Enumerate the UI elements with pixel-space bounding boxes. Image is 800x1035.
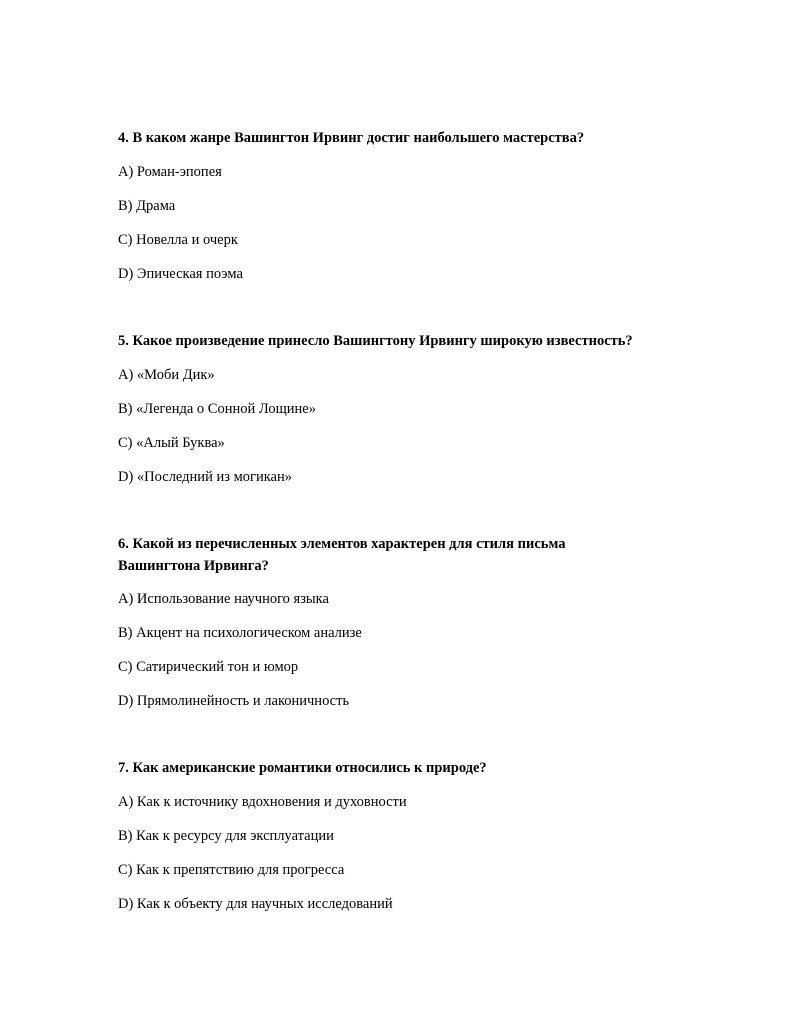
question-7 [118, 757, 718, 912]
question-4 [118, 127, 718, 282]
option-b: B) Драма [118, 198, 176, 214]
option-b: B) Как к ресурсу для эксплуатации [118, 828, 334, 844]
option-c: C) Как к препятствию для прогресса [118, 862, 345, 878]
option-c: C) Сатирический тон и юмор [118, 659, 299, 675]
option-d: D) Прямолинейность и лаконичность [118, 693, 350, 709]
option-b: B) «Легенда о Сонной Лощине» [118, 401, 316, 417]
question-text: 5. Какое произведение принесло Вашингтону Ирвингу широкую известность? [118, 333, 633, 349]
option-b: B) Акцент на психологическом анализе [118, 625, 362, 641]
option-a: A) Роман-эпопея [118, 164, 222, 180]
option-d: D) Как к объекту для научных исследований [118, 896, 393, 912]
option-a: A) Использование научного языка [118, 591, 329, 607]
question-text: 4. В каком жанре Вашингтон Ирвинг достиг наибольшего мастерства? [118, 130, 585, 146]
question-5 [118, 330, 718, 485]
option-d: D) Эпическая поэма [118, 266, 243, 282]
option-c: C) «Алый Буква» [118, 435, 225, 451]
option-a: A) «Моби Дик» [118, 367, 215, 383]
option-c: C) Новелла и очерк [118, 232, 238, 248]
option-d: D) «Последний из могикан» [118, 469, 292, 485]
question-6 [118, 533, 618, 709]
option-a: A) Как к источнику вдохновения и духовности [118, 794, 407, 810]
question-text: 6. Какой из перечисленных элементов характерен для стиля письма Вашингтона Ирвинга? [118, 536, 566, 574]
question-text: 7. Как американские романтики относились к природе? [118, 760, 487, 776]
